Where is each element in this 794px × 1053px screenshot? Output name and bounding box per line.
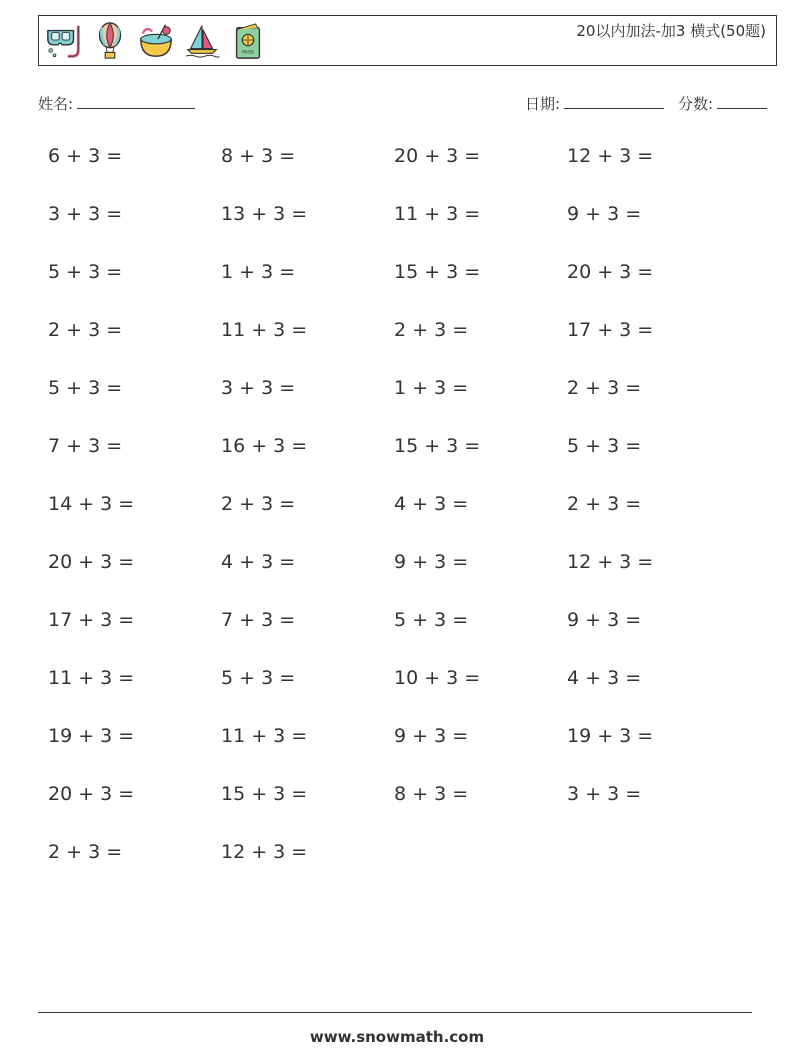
- score-blank[interactable]: [717, 94, 767, 109]
- date-label: 日期:: [525, 95, 561, 113]
- problem-item: 16 + 3 =: [221, 435, 308, 457]
- problem-item: 5 + 3 =: [394, 609, 469, 631]
- problem-item: 2 + 3 =: [48, 319, 123, 341]
- problem-row: [48, 203, 748, 261]
- problem-row: [48, 377, 748, 435]
- problem-row: [48, 725, 748, 783]
- problem-row: [48, 435, 748, 493]
- score-label: 分数:: [678, 95, 714, 113]
- problem-item: 11 + 3 =: [221, 319, 308, 341]
- worksheet-title: 20以内加法-加3 横式(50题): [576, 22, 766, 40]
- problem-row: [48, 841, 748, 899]
- problem-item: 2 + 3 =: [567, 493, 642, 515]
- problem-row: [48, 261, 748, 319]
- problem-item: 5 + 3 =: [221, 667, 296, 689]
- passport-icon: [229, 21, 267, 61]
- footer-site: www.snowmath.com: [309, 1028, 485, 1046]
- problem-item: 1 + 3 =: [394, 377, 469, 399]
- problem-item: 4 + 3 =: [221, 551, 296, 573]
- problem-item: 1 + 3 =: [221, 261, 296, 283]
- passport-label: PASS: [242, 50, 254, 56]
- problem-item: 7 + 3 =: [48, 435, 123, 457]
- problem-row: [48, 493, 748, 551]
- problem-item: 20 + 3 =: [48, 783, 135, 805]
- hot-air-balloon-icon: [91, 21, 129, 61]
- score-field: [678, 93, 767, 114]
- problem-item: 15 + 3 =: [394, 261, 481, 283]
- problem-grid: [48, 145, 748, 899]
- problem-item: 11 + 3 =: [48, 667, 135, 689]
- problem-item: 9 + 3 =: [567, 203, 642, 225]
- problem-item: 3 + 3 =: [48, 203, 123, 225]
- problem-item: 15 + 3 =: [394, 435, 481, 457]
- problem-item: 20 + 3 =: [567, 261, 654, 283]
- problem-item: 14 + 3 =: [48, 493, 135, 515]
- problem-row: [48, 145, 748, 203]
- problem-item: 5 + 3 =: [48, 261, 123, 283]
- problem-row: [48, 319, 748, 377]
- date-field: [525, 93, 664, 114]
- name-field: [38, 93, 195, 114]
- problem-item: 3 + 3 =: [221, 377, 296, 399]
- sailboat-icon: [183, 21, 221, 61]
- problem-item: 19 + 3 =: [48, 725, 135, 747]
- footer-divider: [38, 1012, 752, 1013]
- problem-row: [48, 783, 748, 841]
- problem-item: 2 + 3 =: [394, 319, 469, 341]
- problem-item: 9 + 3 =: [394, 551, 469, 573]
- problem-item: 8 + 3 =: [394, 783, 469, 805]
- problem-item: 4 + 3 =: [567, 667, 642, 689]
- problem-item: 9 + 3 =: [567, 609, 642, 631]
- problem-item: 12 + 3 =: [567, 551, 654, 573]
- problem-item: 2 + 3 =: [48, 841, 123, 863]
- problem-item: 11 + 3 =: [221, 725, 308, 747]
- problem-item: 6 + 3 =: [48, 145, 123, 167]
- problem-item: 3 + 3 =: [567, 783, 642, 805]
- coconut-drink-icon: [137, 21, 175, 61]
- problem-item: 17 + 3 =: [567, 319, 654, 341]
- problem-item: 12 + 3 =: [221, 841, 308, 863]
- date-blank[interactable]: [564, 94, 664, 109]
- problem-item: 19 + 3 =: [567, 725, 654, 747]
- snorkel-mask-icon: [45, 21, 83, 61]
- problem-item: 20 + 3 =: [394, 145, 481, 167]
- problem-item: 5 + 3 =: [48, 377, 123, 399]
- problem-item: 4 + 3 =: [394, 493, 469, 515]
- problem-item: 5 + 3 =: [567, 435, 642, 457]
- problem-item: 20 + 3 =: [48, 551, 135, 573]
- problem-item: 2 + 3 =: [567, 377, 642, 399]
- problem-row: [48, 667, 748, 725]
- worksheet-header: [38, 15, 777, 66]
- name-blank[interactable]: [77, 94, 195, 109]
- problem-item: 10 + 3 =: [394, 667, 481, 689]
- problem-item: 12 + 3 =: [567, 145, 654, 167]
- header-icons: [45, 20, 267, 62]
- name-label: 姓名:: [38, 95, 74, 113]
- problem-item: 13 + 3 =: [221, 203, 308, 225]
- problem-item: 8 + 3 =: [221, 145, 296, 167]
- problem-item: 2 + 3 =: [221, 493, 296, 515]
- problem-item: 17 + 3 =: [48, 609, 135, 631]
- problem-item: 11 + 3 =: [394, 203, 481, 225]
- problem-item: 15 + 3 =: [221, 783, 308, 805]
- problem-row: [48, 609, 748, 667]
- problem-row: [48, 551, 748, 609]
- problem-item: 9 + 3 =: [394, 725, 469, 747]
- problem-item: 7 + 3 =: [221, 609, 296, 631]
